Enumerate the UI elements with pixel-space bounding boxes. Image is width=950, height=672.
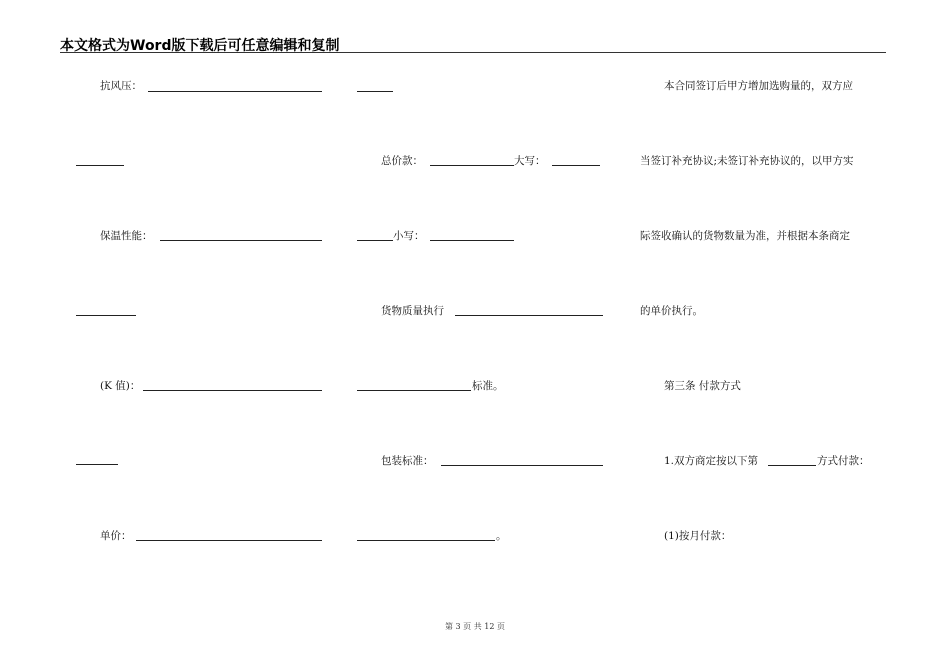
quality-standard-blank-cont [357,390,471,391]
payment-item-1-suffix: 方式付款： [817,455,870,467]
total-price-blank [430,165,514,166]
page-number: 第 3 页 共 12 页 [445,622,505,631]
wind-pressure-label: 抗风压： [100,80,142,92]
unit-price-blank [136,540,322,541]
col2-top-blank [357,91,393,92]
lowercase-amount-blank [430,240,514,241]
total-price-label: 总价款： [381,155,423,167]
paragraph-line-1: 本合同签订后甲方增加选购量的，双方应 [664,80,853,92]
packaging-standard-blank-cont [357,540,495,541]
unit-price-label: 单价： [100,530,132,542]
insulation-blank [160,240,322,241]
quality-standard-blank [455,315,603,316]
lowercase-amount-label: 小写： [393,230,425,242]
uppercase-amount-blank [552,165,600,166]
payment-method-blank [768,465,816,466]
packaging-period: 。 [496,530,507,542]
section-title: 第三条 付款方式 [664,380,741,392]
paragraph-line-2: 当签订补充协议;未签订补充协议的，以甲方实 [640,155,854,167]
document-header-title: 本文格式为Word版下载后可任意编辑和复制 [60,38,340,54]
insulation-blank-cont [76,315,136,316]
uppercase-amount-blank-cont [357,240,393,241]
uppercase-amount-label: 大写： [514,155,546,167]
wind-pressure-blank-cont [76,165,124,166]
payment-item-monthly: (1)按月付款： [664,530,732,542]
packaging-standard-label: 包装标准： [381,455,434,467]
insulation-label: 保温性能： [100,230,153,242]
wind-pressure-blank [148,91,322,92]
paragraph-line-3: 际签收确认的货物数量为准，并根据本条商定 [640,230,850,242]
k-value-blank [143,390,322,391]
k-value-blank-cont [76,464,118,465]
standard-suffix: 标准。 [472,380,504,392]
quality-standard-label: 货物质量执行 [381,305,444,317]
packaging-standard-blank [441,465,603,466]
payment-item-1-prefix: 1.双方商定按以下第 [664,455,759,467]
paragraph-line-4: 的单价执行。 [640,305,703,317]
k-value-label: (K 值)： [100,380,141,392]
header-divider [60,52,886,53]
